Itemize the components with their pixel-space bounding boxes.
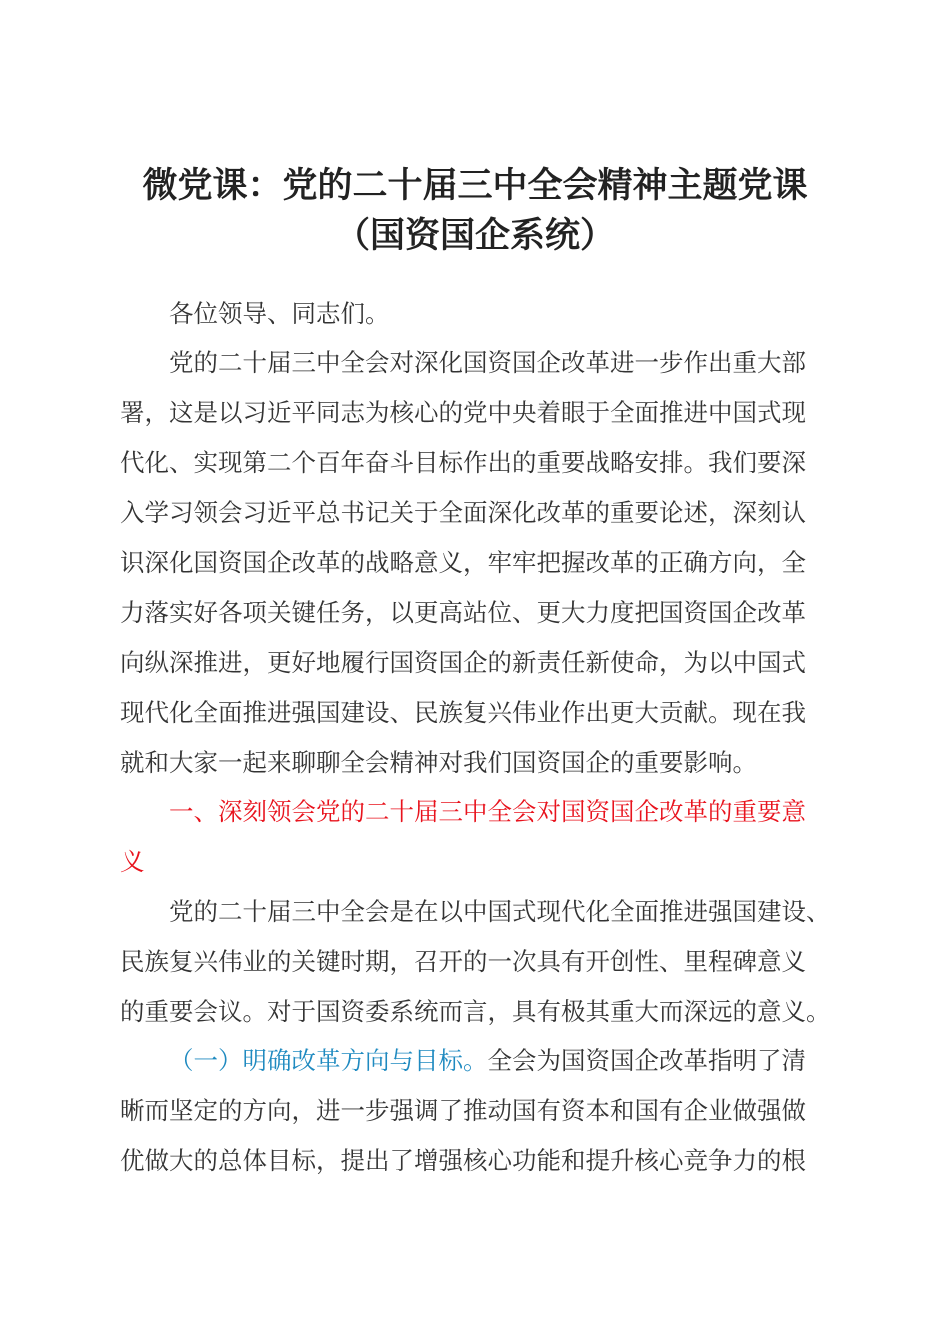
subsection-1-first-line xyxy=(169,1044,806,1078)
intro-line: 入学习领会习近平总书记关于全面深化改革的重要论述，深刻认 xyxy=(120,498,806,527)
section-1-heading: 一、深刻领会党的二十届三中全会对国资国企改革的重要意 xyxy=(169,797,806,826)
intro-line: 就和大家一起来聊聊全会精神对我们国资国企的重要影响。 xyxy=(120,748,757,777)
document-title-line-1: 微党课：党的二十届三中全会精神主题党课 xyxy=(142,165,808,206)
salutation: 各位领导、同志们。 xyxy=(169,299,390,328)
section-1-line: 民族复兴伟业的关键时期，召开的一次具有开创性、里程碑意义 xyxy=(120,947,806,976)
intro-line: 代化、实现第二个百年奋斗目标作出的重要战略安排。我们要深 xyxy=(120,448,806,477)
intro-line: 向纵深推进，更好地履行国资国企的新责任新使命，为以中国式 xyxy=(120,648,806,677)
intro-line: 署，这是以习近平同志为核心的党中央着眼于全面推进中国式现 xyxy=(120,398,806,427)
intro-line: 现代化全面推进强国建设、民族复兴伟业作出更大贡献。现在我 xyxy=(120,698,806,727)
subsection-1-line: 晰而坚定的方向，进一步强调了推动国有资本和国有企业做强做 xyxy=(120,1096,806,1125)
section-1-line: 党的二十届三中全会是在以中国式现代化全面推进强国建设、 xyxy=(169,897,831,926)
section-1-line: 的重要会议。对于国资委系统而言，具有极其重大而深远的意义。 xyxy=(120,997,831,1026)
subsection-1-line: 优做大的总体目标，提出了增强核心功能和提升核心竞争力的根 xyxy=(120,1146,806,1175)
intro-line: 党的二十届三中全会对深化国资国企改革进一步作出重大部 xyxy=(169,348,806,377)
intro-line: 识深化国资国企改革的战略意义，牢牢把握改革的正确方向，全 xyxy=(120,548,806,577)
subsection-1-heading: （一）明确改革方向与目标。 xyxy=(169,1046,488,1075)
subsection-1-text: 全会为国资国企改革指明了清 xyxy=(487,1046,806,1075)
intro-line: 力落实好各项关键任务，以更高站位、更大力度把国资国企改革 xyxy=(120,598,806,627)
document-title-line-2: （国资国企系统） xyxy=(334,215,615,256)
section-1-heading: 义 xyxy=(120,847,145,876)
